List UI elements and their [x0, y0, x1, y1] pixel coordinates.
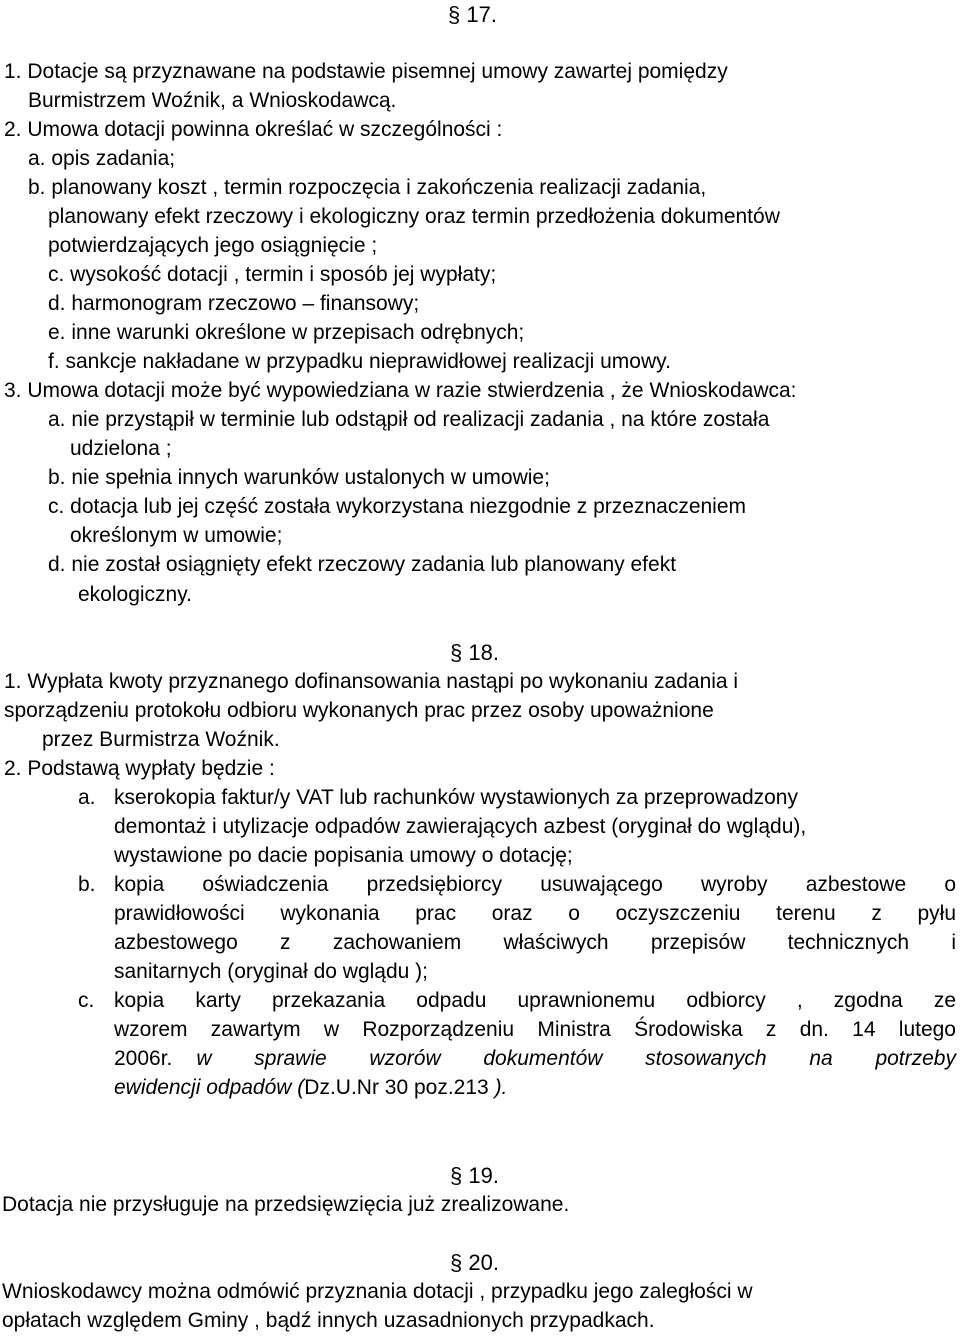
s18-item-b-line-4: sanitarnych (oryginał do wglądu ); — [114, 960, 428, 983]
s18-point-1-line-1: 1. Wypłata kwoty przyznanego dofinansowania nastąpi po wykonaniu zadania i — [4, 670, 739, 693]
s17-item-e: e. inne warunki określone w przepisach odrębnych; — [48, 321, 525, 344]
s17-point-3-item-a-line-1: a. nie przystąpił w terminie lub odstąpił od realizacji zadania , na które została — [48, 408, 770, 431]
s17-point-3-item-c-line-1: c. dotacja lub jej część została wykorzystana niezgodnie z przeznaczeniem — [48, 495, 747, 518]
s17-point-3: 3. Umowa dotacji może być wypowiedziana w razie stwierdzenia , że Wnioskodawca: — [4, 379, 797, 402]
s17-item-b-line-3: potwierdzających jego osiągnięcie ; — [48, 234, 378, 257]
s18-item-c-line-4-end: ). — [494, 1076, 508, 1099]
s17-point-1-line-2: Burmistrzem Woźnik, a Wnioskodawcą. — [28, 89, 397, 112]
section-17-heading: § 17. — [448, 2, 497, 27]
s18-item-b-line-1: kopia oświadczenia przedsiębiorcy usuwającego wyroby azbestowe o — [114, 873, 956, 896]
s18-item-b-line-3: azbestowego z zachowaniem właściwych przepisów technicznych i — [114, 931, 956, 954]
s17-item-d: d. harmonogram rzeczowo – finansowy; — [48, 292, 420, 315]
s18-item-c-line-4-citation: Dz.U.Nr 30 poz.213 — [304, 1076, 495, 1099]
s17-item-b-line-1: b. planowany koszt , termin rozpoczęcia i zakończenia realizacji zadania, — [28, 176, 707, 199]
s18-point-2: 2. Podstawą wypłaty będzie : — [4, 757, 275, 780]
s20-line-2: opłatach względem Gminy , bądź innych uzasadnionych przypadkach. — [2, 1309, 655, 1332]
s17-point-3-item-c-line-2: określonym w umowie; — [70, 524, 283, 547]
s19-text: Dotacja nie przysługuje na przedsięwzięcia już zrealizowane. — [2, 1193, 570, 1216]
s18-item-c-line-4-italic: ewidencji odpadów ( — [114, 1076, 305, 1099]
s18-item-a-marker: a. — [78, 786, 96, 809]
s17-point-1-line-1: 1. Dotacje są przyznawane na podstawie pisemnej umowy zawartej pomiędzy — [4, 60, 728, 83]
s18-item-c-marker: c. — [78, 989, 95, 1012]
s18-point-1-line-2: sporządzeniu protokołu odbioru wykonanych prac przez osoby upoważnione — [4, 699, 714, 722]
s18-item-c-line-3 — [114, 1044, 956, 1073]
s18-point-1-line-3: przez Burmistrza Woźnik. — [42, 728, 280, 751]
s18-item-c-line-3-start: 2006r. — [114, 1047, 173, 1070]
s18-item-c-line-4 — [114, 1073, 507, 1102]
s17-item-a: a. opis zadania; — [28, 147, 176, 170]
section-19-heading: § 19. — [450, 1163, 499, 1188]
s18-item-a-line-1: kserokopia faktur/y VAT lub rachunków wystawionych za przeprowadzony — [114, 786, 798, 809]
s17-point-3-item-b: b. nie spełnia innych warunków ustalonych w umowie; — [48, 466, 550, 489]
s17-point-2: 2. Umowa dotacji powinna określać w szczególności : — [4, 118, 503, 141]
s17-item-b-line-2: planowany efekt rzeczowy i ekologiczny oraz termin przedłożenia dokumentów — [48, 205, 780, 228]
s17-point-3-item-a-line-2: udzielona ; — [70, 437, 172, 460]
s18-item-b-marker: b. — [78, 873, 96, 896]
section-20-heading: § 20. — [450, 1250, 499, 1275]
section-18-heading: § 18. — [450, 640, 499, 665]
s20-line-1: Wnioskodawcy można odmówić przyznania dotacji , przypadku jego zaległości w — [2, 1280, 753, 1303]
s17-point-3-item-d-line-2: ekologiczny. — [78, 583, 193, 606]
s17-item-f: f. sankcje nakładane w przypadku nieprawidłowej realizacji umowy. — [48, 350, 671, 373]
s18-item-c-line-1: kopia karty przekazania odpadu uprawnionemu odbiorcy , zgodna ze — [114, 989, 956, 1012]
s18-item-b-line-2: prawidłowości wykonania prac oraz o oczyszczeniu terenu z pyłu — [114, 902, 956, 925]
s18-item-c-line-3-italic: w sprawie wzorów dokumentów stosowanych na potrzeby — [196, 1047, 956, 1070]
s18-item-c-line-2: wzorem zawartym w Rozporządzeniu Ministra Środowiska z dn. 14 lutego — [114, 1018, 956, 1041]
s18-item-a-line-2: demontaż i utylizacje odpadów zawierających azbest (oryginał do wglądu), — [114, 815, 807, 838]
s17-point-3-item-d-line-1: d. nie został osiągnięty efekt rzeczowy zadania lub planowany efekt — [48, 553, 677, 576]
s18-item-a-line-3: wystawione po dacie popisania umowy o dotację; — [114, 844, 573, 867]
s17-item-c: c. wysokość dotacji , termin i sposób jej wypłaty; — [48, 263, 497, 286]
